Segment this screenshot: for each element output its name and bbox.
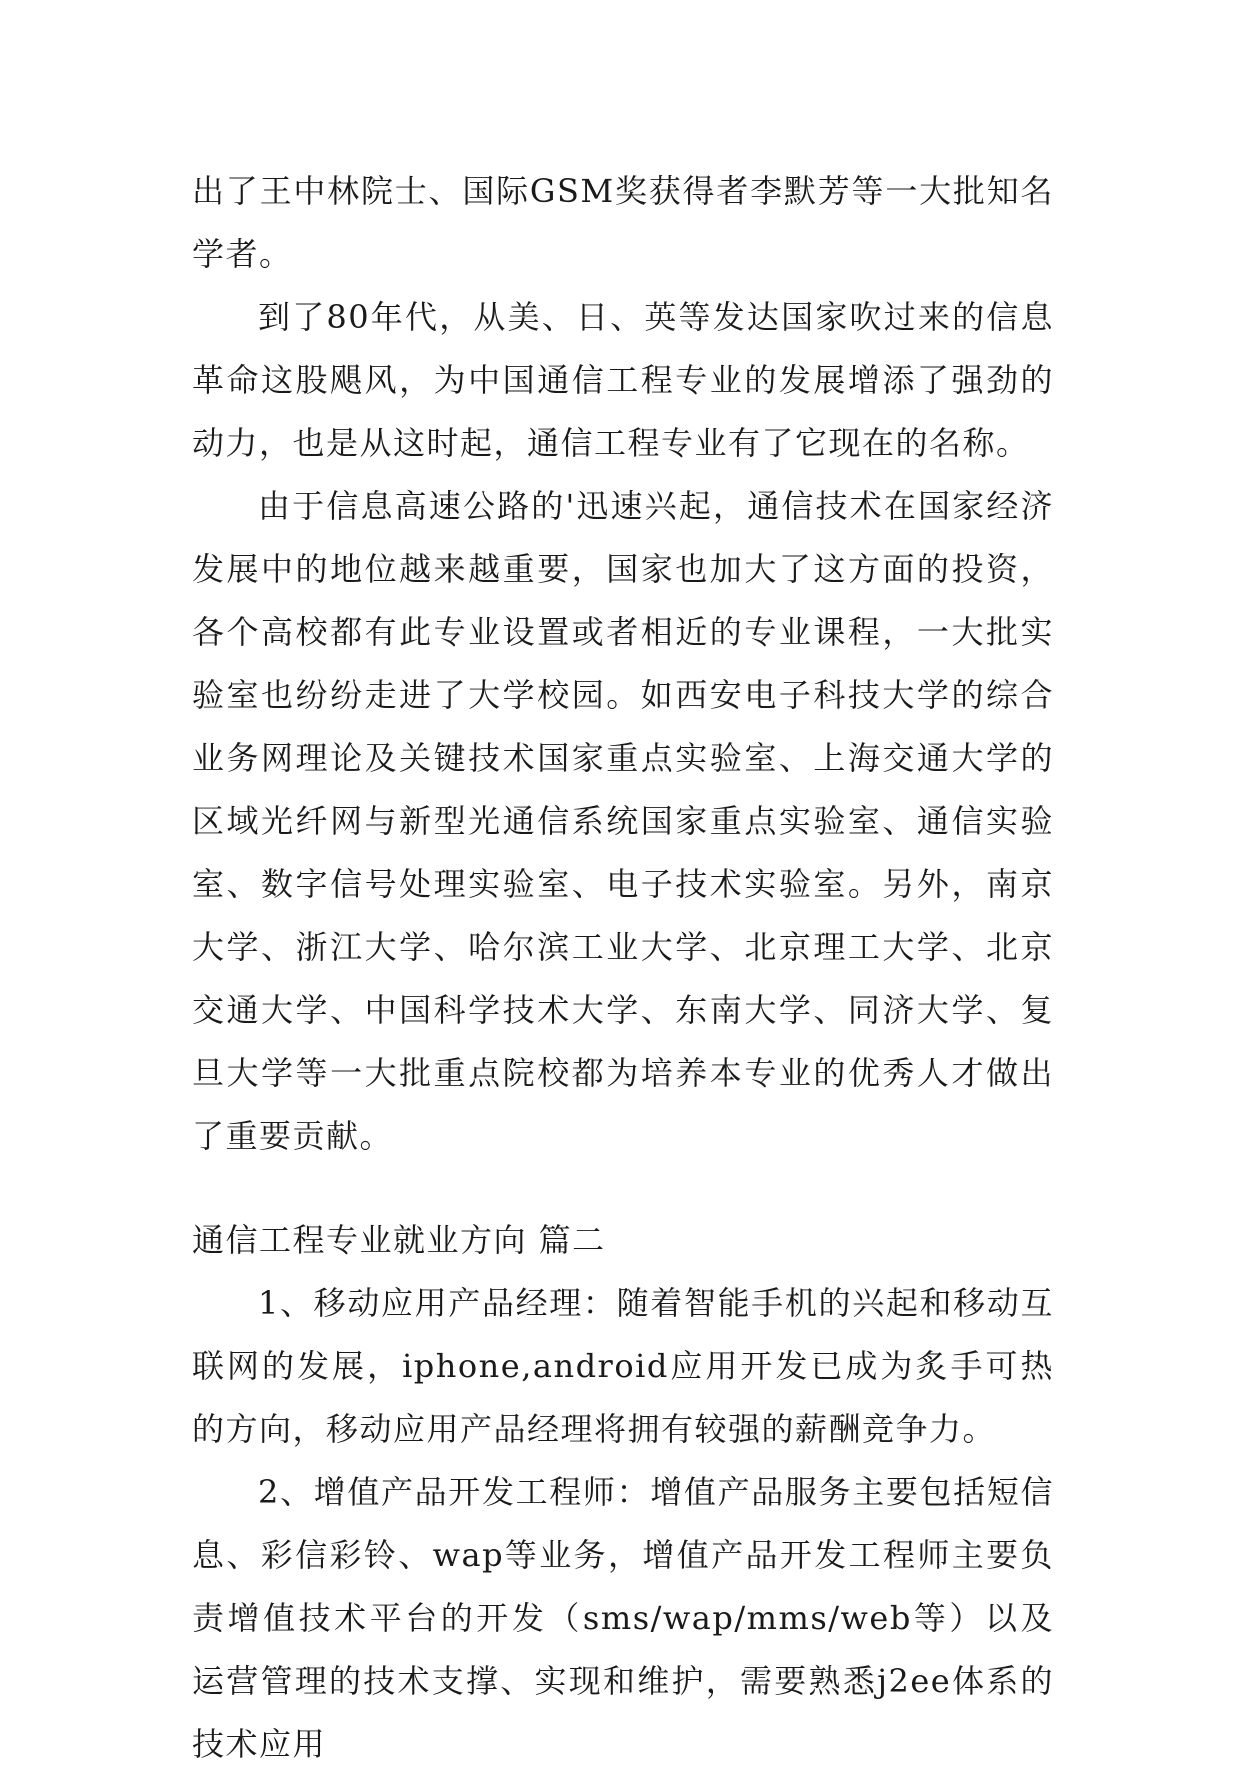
list-item: 1、移动应用产品经理：随着智能手机的兴起和移动互联网的发展，iphone,android应用开发已成为炙手可热的方向，移动应用产品经理将拥有较强的薪酬竞争力。	[192, 1284, 1054, 1448]
list-item: 2、增值产品开发工程师：增值产品服务主要包括短信息、彩信彩铃、wap等业务，增值产品开发工程师主要负责增值技术平台的开发（sms/wap/mms/web等）以及运营管理的技术支撑、实现和维护，需要熟悉j2ee体系的技术应用	[192, 1473, 1054, 1763]
paragraph-labs: 由于信息高速公路的'迅速兴起，通信技术在国家经济发展中的地位越来越重要，国家也加大了这方面的投资，各个高校都有此专业设置或者相近的专业课程，一大批实验室也纷纷走进了大学校园。如西安电子科技大学的综合业务网理论及关键技术国家重点实验室、上海交通大学的区域光纤网与新型光通信系统国家重点实验室、通信实验室、数字信号处理实验室、电子技术实验室。另外，南京大学、浙江大学、哈尔滨工业大学、北京理工大学、北京交通大学、中国科学技术大学、东南大学、同济大学、复旦大学等一大批重点院校都为培养本专业的优秀人才做出了重要贡献。	[192, 487, 1054, 1155]
paragraph-continued: 出了王中林院士、国际GSM奖获得者李默芳等一大批知名学者。	[192, 172, 1054, 273]
document-page	[192, 160, 1054, 1776]
paragraph-80s: 到了80年代，从美、日、英等发达国家吹过来的信息革命这股飓风，为中国通信工程专业的发展增添了强劲的动力，也是从这时起，通信工程专业有了它现在的名称。	[192, 298, 1054, 462]
section-heading: 通信工程专业就业方向 篇二	[192, 1221, 606, 1259]
